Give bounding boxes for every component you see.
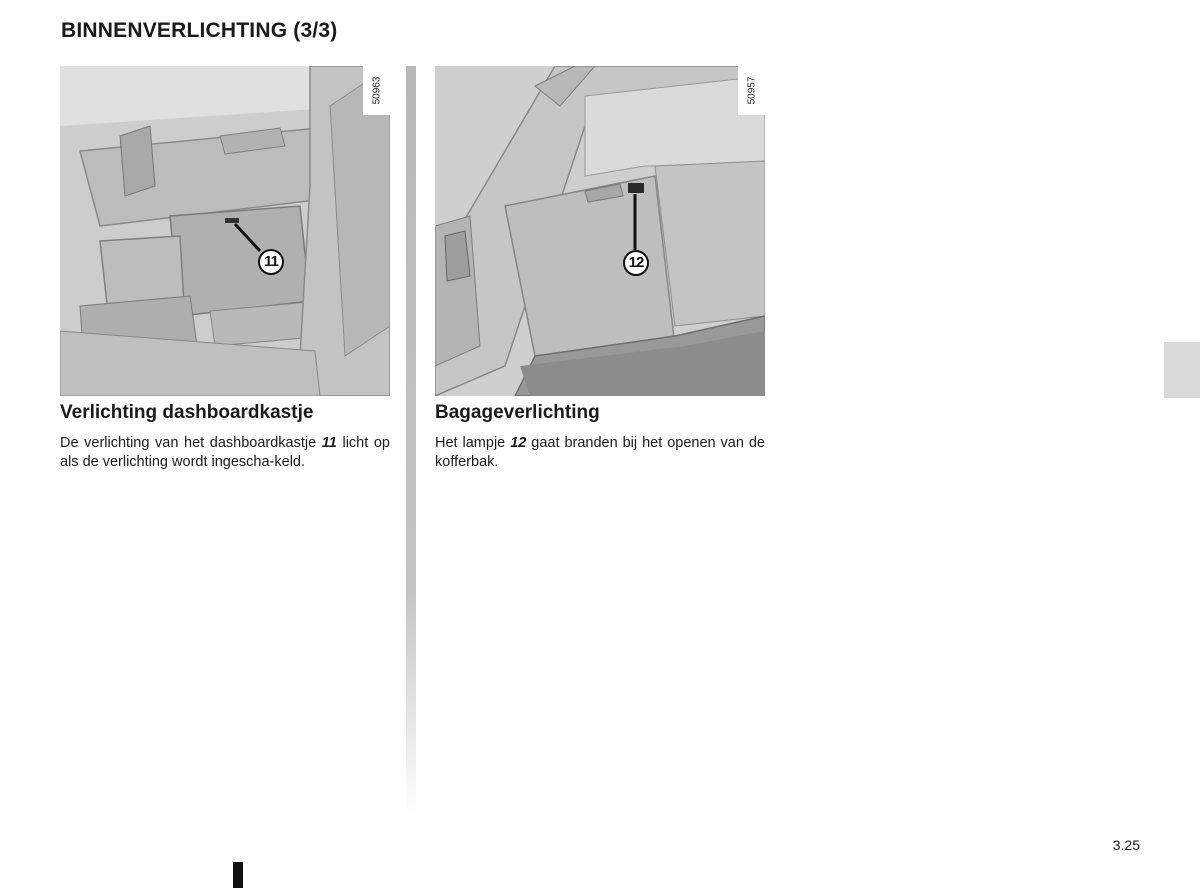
section-heading-glovebox: Verlichting dashboardkastje (60, 402, 314, 423)
page-title: BINNENVERLICHTING (3/3) (61, 19, 338, 42)
crop-mark (233, 862, 243, 888)
figure-code: 50957 (738, 66, 765, 115)
section-heading-trunk: Bagageverlichting (435, 402, 600, 423)
chapter-tab (1164, 342, 1200, 398)
callout-11: 11 (258, 249, 284, 275)
reference-12: 12 (510, 435, 527, 451)
reference-11: 11 (321, 435, 337, 451)
glovebox-illustration (60, 66, 390, 396)
trunk-drawing (435, 66, 765, 396)
glovebox-description: De verlichting van het dashboardkastje 11 licht op als de verlichting wordt ingescha-keld. (60, 435, 390, 470)
callout-12: 12 (623, 250, 649, 276)
glovebox-lamp (225, 218, 239, 223)
trunk-illustration (435, 66, 765, 396)
glovebox-drawing (60, 66, 390, 396)
figure-code: 50963 (363, 66, 390, 115)
trunk-lamp (628, 183, 644, 193)
trunk-description: Het lampje 12 gaat branden bij het openen van de kofferbak. (435, 435, 765, 470)
page-number: 3.25 (1112, 837, 1140, 853)
column-divider (406, 66, 416, 816)
